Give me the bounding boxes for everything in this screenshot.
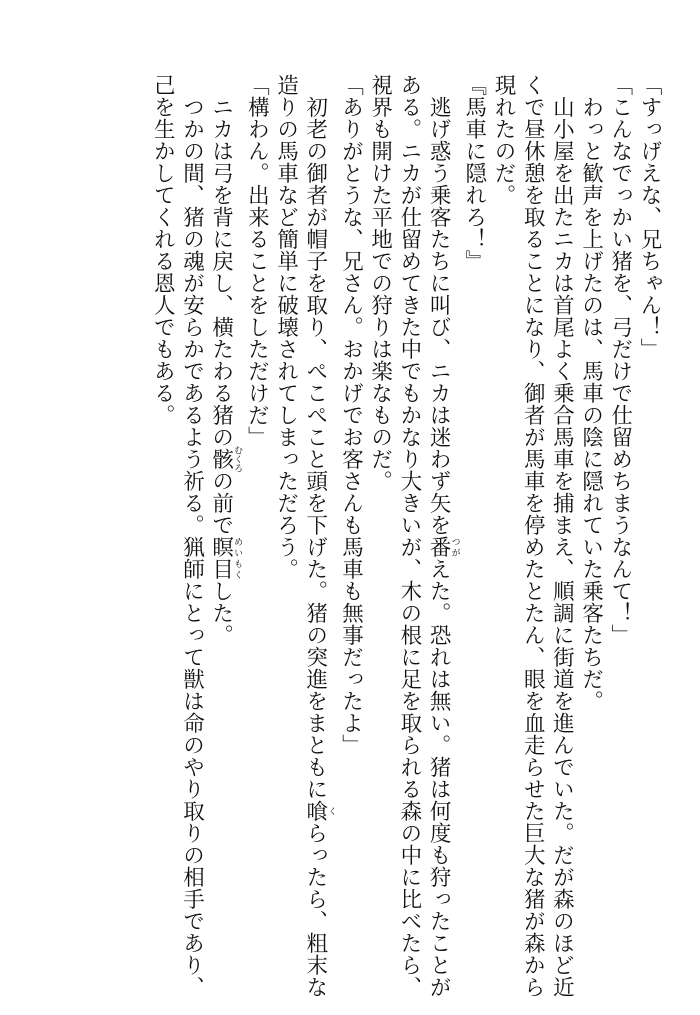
text-line-4: 山小屋を出たニカは首尾よく乗合馬車を捕まえ、順調に街道を進んでいた。だが森のほど近 — [549, 95, 575, 998]
text-segment: らったら、粗末な — [302, 821, 328, 998]
text-line-1: 「すっげえな、兄ちゃん！」 — [637, 74, 662, 360]
text-line-15 — [206, 74, 242, 979]
text-line-7: 『馬車に隠れろ！』 — [461, 74, 487, 272]
text-line-8 — [424, 74, 460, 998]
ruby-base: 骸 — [208, 445, 234, 472]
text-line-10: 視界も開けた平地での狩りは楽なものだ。 — [367, 74, 393, 492]
ruby-reading: むくろ — [232, 445, 243, 472]
text-segment: 初老の御者が帽子を取り、ぺこぺこと頭を下げた。猪の突進をまともに — [302, 95, 328, 800]
vertical-text-body — [148, 74, 664, 998]
text-line-5: くで昼休憩を取ることになり、御者が馬車を停めたとたん、眼を血走らせた巨大な猪が森から — [520, 74, 546, 998]
text-line-3: わっと歓声を上げたのは、馬車の陰に隠れていた乗客たちだ。 — [578, 95, 604, 712]
text-segment: ニカは弓を背に戻し、横たわる猪の — [208, 95, 234, 448]
ruby-base: 瞑目 — [208, 535, 234, 580]
furigana-ruby — [426, 535, 460, 558]
text-line-12 — [301, 74, 337, 998]
ruby-base: 番 — [426, 535, 452, 558]
ruby-base: 喰 — [302, 799, 328, 822]
text-line-17: 己を生かしてくれる恩人でもある。 — [150, 74, 176, 426]
ruby-reading: つが — [449, 535, 460, 558]
ruby-reading: めいもく — [232, 535, 243, 580]
furigana-ruby — [208, 535, 243, 580]
text-line-6: 現れたのだ。 — [490, 74, 516, 206]
furigana-ruby — [302, 799, 337, 822]
furigana-ruby — [208, 445, 243, 472]
text-line-9: ある。ニカが仕留めてきた中でもかなり大きいが、木の根に足を取られる森の中に比べたら、 — [396, 74, 422, 998]
text-segment: 逃げ惑う乗客たちに叫び、ニカは迷わず矢を — [426, 95, 452, 536]
text-line-13: 造りの馬車など簡単に破壊されてしまっただろう。 — [273, 74, 299, 580]
text-segment: した。 — [208, 579, 234, 646]
text-line-2: 「こんなでっかい猪を、弓だけで仕留めちまうなんて！」 — [607, 74, 633, 646]
text-segment: えた。恐れは無い。猪は何度も狩ったことが — [426, 557, 452, 998]
text-line-11: 「ありがとうな、兄さん。おかげでお客さんも馬車も無事だったよ」 — [338, 74, 364, 756]
text-segment: の前で — [208, 469, 234, 536]
ruby-reading: く — [326, 799, 337, 822]
text-line-14: 「構わん。出来ることをしただけだ」 — [244, 74, 270, 448]
text-line-16: つかの間、猪の魂が安らかであるよう祈る。猟師にとって獣は命のやり取りの相手であり、 — [179, 95, 205, 998]
